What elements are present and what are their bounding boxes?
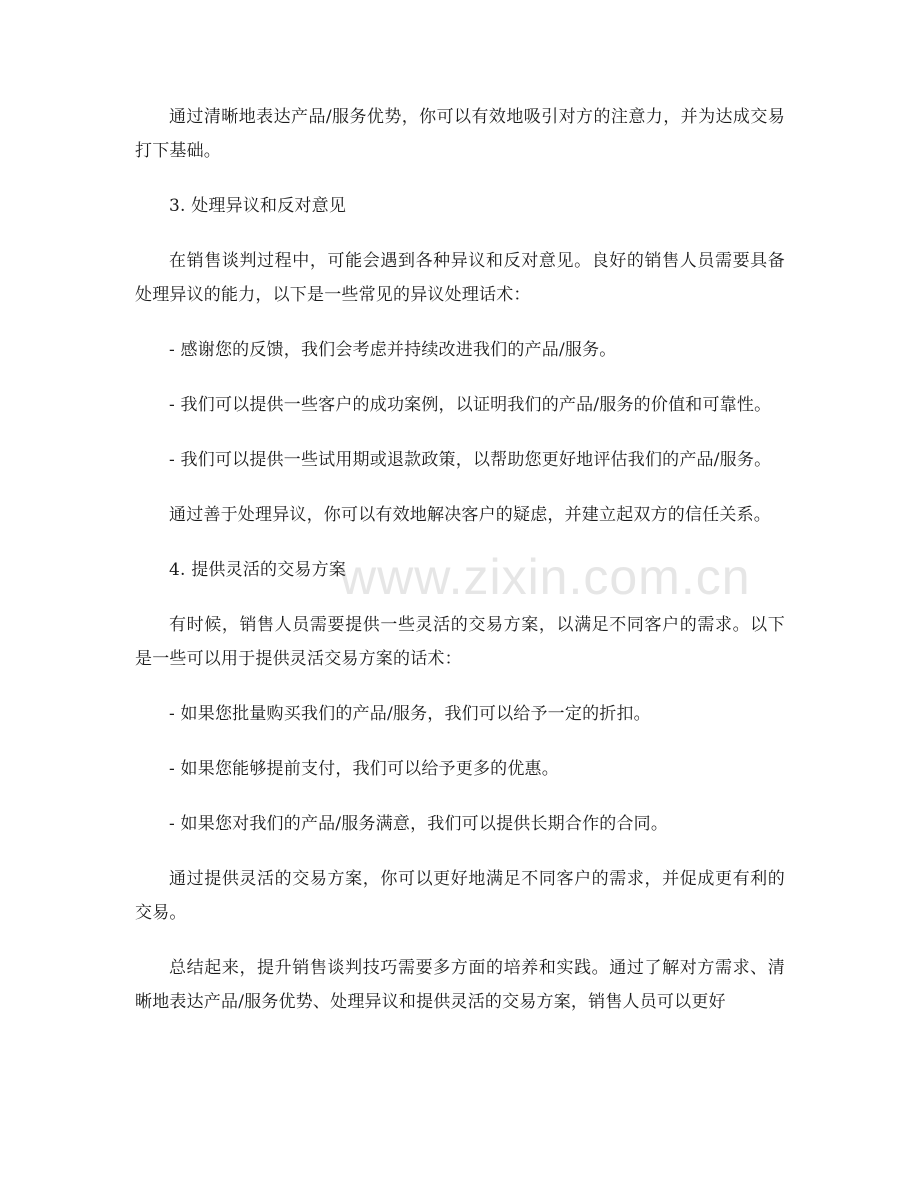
- section-heading-flexible-deals: 4. 提供灵活的交易方案: [169, 560, 347, 580]
- paragraph-summary: 总结起来，提升销售谈判技巧需要多方面的培养和实践。通过了解对方需求、清晰地表达产品/服务优势、处理异议和提供灵活的交易方案，销售人员可以更好: [135, 958, 785, 1012]
- list-item-deal-2: - 如果您能够提前支付，我们可以给予更多的优惠。: [169, 759, 559, 779]
- document-body: [135, 100, 785, 1040]
- list-item-objection-2: - 我们可以提供一些客户的成功案例，以证明我们的产品/服务的价值和可靠性。: [169, 395, 772, 415]
- paragraph-flexible-deals-intro: 有时候，销售人员需要提供一些灵活的交易方案，以满足不同客户的需求。以下是一些可以用于提供灵活交易方案的话术：: [135, 615, 785, 669]
- list-item-objection-3: - 我们可以提供一些试用期或退款政策，以帮助您更好地评估我们的产品/服务。: [169, 450, 772, 470]
- watermark: www.zixin.com.cn: [340, 549, 751, 605]
- paragraph-conclusion-advantages: 通过清晰地表达产品/服务优势，你可以有效地吸引对方的注意力，并为达成交易打下基础。: [135, 107, 785, 161]
- section-heading-handle-objections: 3. 处理异议和反对意见: [169, 196, 347, 216]
- paragraph-conclusion-objections: 通过善于处理异议，你可以有效地解决客户的疑虑，并建立起双方的信任关系。: [169, 505, 771, 525]
- list-item-deal-1: - 如果您批量购买我们的产品/服务，我们可以给予一定的折扣。: [169, 704, 651, 724]
- list-item-objection-1: - 感谢您的反馈，我们会考虑并持续改进我们的产品/服务。: [169, 340, 617, 360]
- paragraph-conclusion-deals: 通过提供灵活的交易方案，你可以更好地满足不同客户的需求，并促成更有利的交易。: [135, 869, 785, 923]
- list-item-deal-3: - 如果您对我们的产品/服务满意，我们可以提供长期合作的合同。: [169, 814, 669, 834]
- paragraph-objections-intro: 在销售谈判过程中，可能会遇到各种异议和反对意见。良好的销售人员需要具备处理异议的能力，以下是一些常见的异议处理话术：: [135, 251, 785, 305]
